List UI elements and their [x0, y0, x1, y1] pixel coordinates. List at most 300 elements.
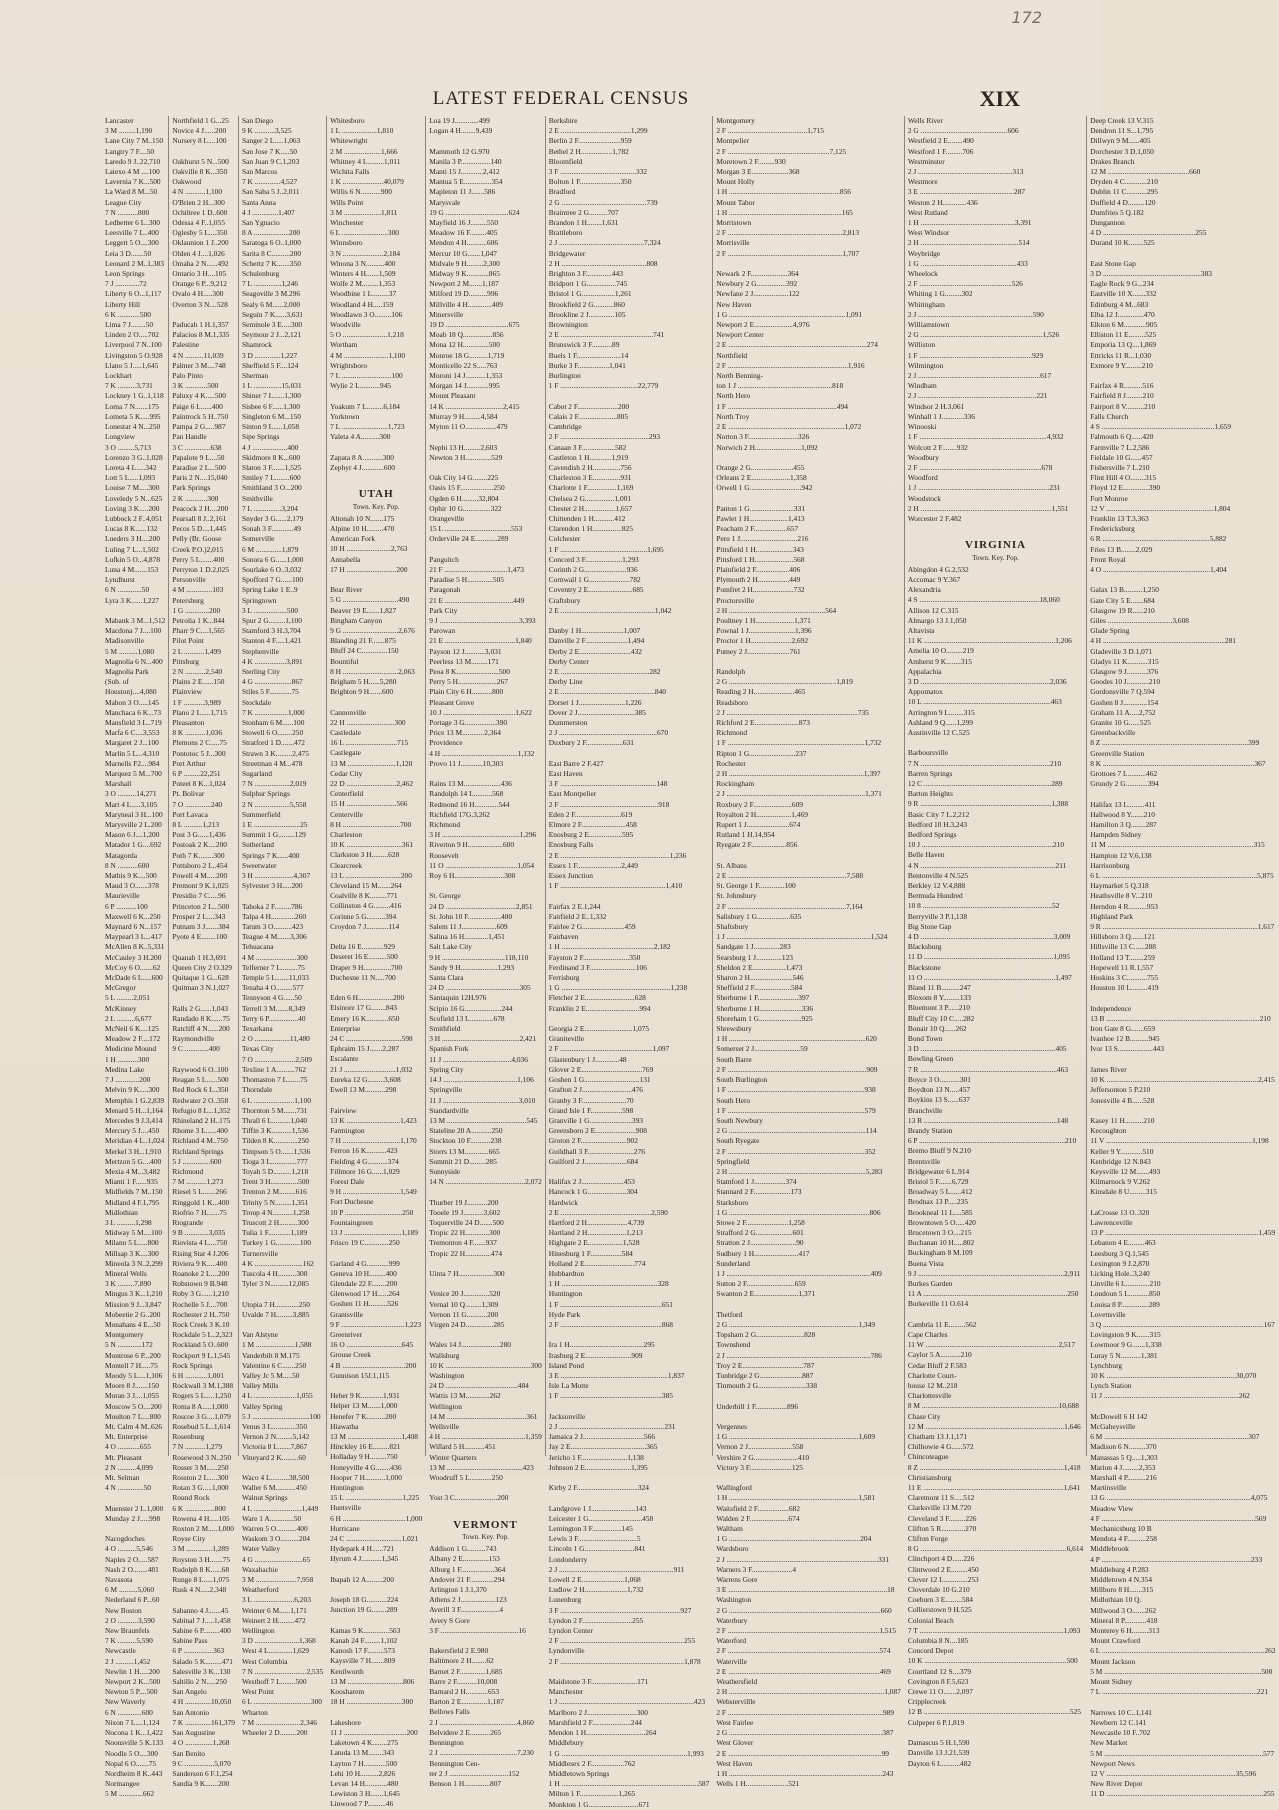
census-entry: Sherman	[241, 371, 269, 381]
census-entry: Slaton 3 F.......1,525	[241, 462, 302, 472]
census-entry: Roby 3 G......1,210	[172, 1289, 229, 1299]
census-entry: Presidio 7 C.....96	[172, 891, 226, 901]
census-entry: McAllen 8 K..5,331	[105, 942, 165, 952]
census-entry: Waitsfield 2 F.................682	[716, 1503, 800, 1513]
census-entry: St. George 1 F..............100	[716, 881, 796, 891]
census-entry	[429, 881, 542, 891]
census-entry: Wellington	[241, 1626, 275, 1636]
census-entry: Amelia 10 O.........219	[907, 646, 974, 656]
census-entry: Dover 2 J...............................385	[548, 707, 646, 717]
census-entry: Rochelle 5 J....700	[172, 1299, 228, 1309]
census-entry	[716, 453, 901, 463]
census-entry: Peacham 2 F..................657	[716, 524, 799, 534]
census-entry: Gate City 5 E.......684	[1090, 595, 1155, 605]
census-entry: 15 L ....................................553	[429, 524, 523, 534]
census-entry: 11 O .......................................................................1,497	[907, 972, 1072, 982]
census-entry: 8 K ...........1,036	[172, 728, 223, 738]
census-entry: Warren 5 O...........400	[241, 1524, 308, 1534]
census-entry	[549, 1402, 710, 1412]
census-entry: Dillwyn 9 M......405	[1090, 136, 1151, 146]
census-entry: 8 N ...........600	[105, 860, 150, 870]
census-entry: Marshall 4 P..........216	[1090, 1473, 1157, 1483]
census-entry: Omaha 2 N......492	[172, 258, 229, 268]
census-entry: Floyd 12 E..............390	[1090, 483, 1161, 493]
census-entry: Wrightsboro	[330, 360, 368, 370]
census-entry: Wallingford	[716, 1483, 752, 1493]
census-entry: Lehi 10 H..........2,826	[330, 1768, 396, 1778]
census-entry: Temple 5 L.......11,033	[241, 973, 309, 983]
census-entry: Salem 11 J...................609	[429, 922, 508, 932]
census-entry: Woodruff 5 L............250	[429, 1473, 503, 1483]
census-entry: Proctor 1 H......................2,692	[716, 636, 809, 646]
census-entry: East Stone Gap	[1090, 258, 1136, 268]
census-entry: Port Arthur	[172, 758, 206, 768]
census-entry: Rockingham	[716, 779, 755, 789]
census-entry: Sabinal 7 J.....1,458	[172, 1615, 231, 1625]
census-entry: Hurricane	[330, 1523, 360, 1533]
census-entry: Rogers 5 L.....1,250	[172, 1391, 232, 1401]
census-entry: Stannard 2 F....................173	[716, 1187, 802, 1197]
census-entry: Roma 8 A.....1,000	[172, 1401, 229, 1411]
census-entry: Kirby 2 F.................................324	[548, 1483, 649, 1493]
census-entry: 17 H ...........................200	[330, 564, 408, 574]
census-entry	[549, 616, 710, 626]
census-entry: 8 K ..................................................................................367	[1090, 758, 1266, 768]
census-entry: Leggett 5 O....300	[105, 238, 159, 248]
census-entry: Ryegate 2 F...................856	[716, 840, 798, 850]
census-entry	[429, 463, 542, 473]
census-entry: 2 J ..........................................4,860	[429, 1717, 534, 1727]
census-entry: 1 F ...........3,989	[172, 697, 221, 707]
census-entry: West Haven	[716, 1758, 753, 1768]
census-entry: Exmore 9 Y.........210	[1090, 360, 1153, 370]
census-entry: Singleton 6 M...150	[241, 411, 301, 421]
census-entry: Troy 2 E.................................787	[716, 1360, 815, 1370]
census-entry: Llano 5 J.....1,645	[105, 360, 159, 370]
census-entry: Springfield	[716, 1156, 750, 1166]
census-entry: 7 L ....................................................................................221	[1090, 1687, 1269, 1697]
census-entry: Bingham Canyon	[330, 615, 383, 625]
census-entry	[330, 1585, 422, 1595]
census-entry: 2 E ...........................................................................274	[716, 340, 878, 350]
census-entry: Waxahachie	[241, 1564, 278, 1574]
census-entry: Summit 21 D.........285	[429, 1156, 497, 1166]
census-entry: Myton 11 O.................479	[429, 422, 508, 432]
census-entry: 6 M ..........5,060	[105, 1585, 155, 1595]
census-entry: Glade Spring	[1090, 626, 1130, 636]
census-entry: Wardsboro	[716, 1544, 749, 1554]
census-entry: Swanton 2 E........................1,371	[716, 1289, 816, 1299]
census-entry: Salado 5 K.........471	[172, 1656, 233, 1666]
census-entry: 13 P ...................................................................................1,459	[1090, 1228, 1276, 1238]
census-entry: Boykins 13 S......637	[907, 1095, 970, 1105]
census-entry: Linden 2 O.....702	[105, 330, 159, 340]
census-entry: Nash 2 O........481	[105, 1564, 159, 1574]
census-entry	[549, 1330, 710, 1340]
census-entry: 4 S .............................................................1,659	[1090, 422, 1232, 432]
census-entry: Hamilton 3 Q........287	[1090, 820, 1157, 830]
census-entry: Ferrisburg	[548, 973, 580, 983]
census-entry: Cabot 2 F......................200	[548, 401, 630, 411]
census-entry: Brodnax 13 P.....235	[907, 1197, 969, 1207]
census-entry: Galax 13 B..........1,250	[1090, 585, 1159, 595]
census-entry: Johnson 2 E.........................1,395	[548, 1462, 648, 1472]
census-entry: Chelsea 2 G................1,001	[548, 493, 632, 503]
census-entry: Courtland 12 S....379	[907, 1666, 972, 1676]
census-entry: Roy 6 H...........................300	[429, 871, 516, 881]
census-entry: Crewe 11 O.......2,097	[907, 1687, 973, 1697]
census-entry: 2 K ............300	[172, 493, 219, 503]
census-entry: Castleton 1 H............1,919	[548, 452, 629, 462]
census-entry: Rosewood 3 N..250	[172, 1452, 232, 1462]
census-entry: Moroni 14 J...........1,353	[429, 371, 503, 381]
census-entry: Danville 13 J.21,539	[907, 1748, 970, 1758]
census-entry: Whitney 4 L.........1,011	[330, 156, 401, 166]
census-entry: Walnut Springs	[241, 1493, 288, 1503]
census-entry: Hooper 7 H...........1,000	[330, 1472, 402, 1482]
census-entry: 9 F ..................................1,223	[330, 1319, 422, 1329]
census-entry: Middlesex 2 F..................762	[548, 1758, 636, 1768]
census-entry: Lubbock 2 F..4,051	[105, 513, 163, 523]
census-entry: Peoa 8 K.......................500	[429, 666, 510, 676]
census-entry: Lunenburg	[548, 1595, 582, 1605]
census-entry: Talpa 4 H.............260	[241, 911, 307, 921]
census-entry: Greenbackville	[1090, 728, 1136, 738]
census-entry: Sabine Pass	[172, 1636, 208, 1646]
census-entry: Rhineland 2 H..175	[172, 1115, 231, 1125]
census-entry: Oasis 15 F..................250	[429, 483, 505, 493]
census-entry: Stamford 1 J.................374	[716, 1177, 797, 1187]
census-entry: 2 G ..........................................................1,819	[716, 677, 853, 687]
census-entry: Waller 6 M...........450	[241, 1483, 307, 1493]
census-entry: Mt. Selman	[105, 1473, 140, 1483]
census-entry: Plains 2 E......150	[172, 677, 225, 687]
census-entry: 3 O ..........14,271	[105, 789, 157, 799]
census-entry: Bentonville 4 N.525	[907, 870, 969, 880]
census-entry: 24 D ......................................2,851	[429, 901, 533, 911]
census-entry: Canaan 3 F..................582	[548, 442, 627, 452]
census-entry: Pharr 9 C....1,565	[172, 626, 225, 636]
census-entry: Rochester	[716, 758, 746, 768]
census-entry: Fairfield 2 E..1,332	[548, 911, 607, 921]
census-entry: 3 C ..............638	[172, 442, 222, 452]
census-entry: Elkton 6 M............905	[1090, 320, 1158, 330]
census-entry	[908, 524, 1083, 534]
census-entry: Ferron 16 K...........423	[330, 1146, 398, 1156]
census-entry: Andover 21 F.............294	[429, 1574, 505, 1584]
census-entry: Brookfield 2 G...........860	[548, 299, 625, 309]
census-entry: 14 N ...........................................2,072	[429, 1177, 542, 1187]
census-entry: Thetford	[716, 1309, 743, 1319]
census-entry: Margaret 2 J...100	[105, 738, 159, 748]
census-entry: Peerless 13 M.........171	[429, 656, 499, 666]
census-entry: Leesburg 3 Q.1,545	[1090, 1248, 1149, 1258]
census-entry: Summit 1 G.........129	[241, 830, 306, 840]
census-entry: Glasgow 9 J...........376	[1090, 666, 1159, 676]
census-entry: Somerville	[241, 534, 275, 544]
census-entry: Austinville 12 C.525	[907, 727, 970, 737]
census-entry: Logan 4 H........9,439	[429, 126, 493, 136]
census-entry: Hinckley 16 E.........821	[330, 1442, 401, 1452]
census-entry: 6 H ............1,001	[172, 1370, 224, 1380]
census-entry: 16 O ..............................645	[330, 1340, 414, 1350]
census-entry: 3 F .................................................................927	[548, 1605, 692, 1615]
census-entry: Bristol 5 F.......6,729	[907, 1176, 969, 1186]
census-entry: 2 F ....................................................................................989	[716, 1707, 895, 1717]
census-entry: Raywood 6 O..100	[172, 1064, 229, 1074]
census-entry: Cripplecreek	[907, 1697, 947, 1707]
census-entry: Shaftsbury	[716, 922, 749, 932]
census-entry: Duffield 4 D.........120	[1090, 197, 1156, 207]
census-entry: Ware 1 A.............50	[241, 1513, 302, 1523]
census-entry: 5 M .....................................................................................500	[1090, 1666, 1273, 1676]
census-entry	[908, 738, 1083, 748]
census-entry: Lovingston 9 K.......315	[1090, 1330, 1161, 1340]
census-entry: 12 M ............................................660	[1090, 167, 1201, 177]
census-entry: Rupert 1 J.......................674	[716, 820, 801, 830]
census-entry: Almargo 13 J.1,050	[907, 615, 967, 625]
census-entry: Milton 1 F.....................1,265	[548, 1789, 636, 1799]
census-entry: Duchesne 11 N.....700	[330, 972, 396, 982]
census-entry: Pleasant Grove	[429, 697, 475, 707]
census-entry: Whiting 1 G.........302	[907, 289, 973, 299]
census-entry	[172, 1055, 235, 1065]
census-entry: 2 J ...........................................................................1,371	[716, 789, 882, 799]
census-entry: Sunnyside	[429, 1166, 461, 1176]
census-entry: Williston	[907, 340, 936, 350]
census-entry: Enterprise	[330, 1023, 361, 1033]
census-entry: 6 L ......................1,100	[241, 1095, 311, 1105]
census-entry	[1090, 1055, 1275, 1065]
census-entry: Memphis 1 G.2,839	[105, 1095, 165, 1105]
census-entry: Yorktown	[330, 411, 360, 421]
census-entry: 9 J ...............................................................................2,911	[907, 1268, 1081, 1278]
census-entry: Sandy 9 H....................1,293	[429, 962, 515, 972]
census-entry: Fort Monroe	[1090, 493, 1128, 503]
census-entry: Chittenden 1 H...........412	[548, 513, 626, 523]
census-entry: Annabella	[330, 554, 361, 564]
census-entry: Oglesby 5 L....350	[172, 228, 228, 238]
census-entry: Bolton 1 F......................350	[548, 177, 632, 187]
census-entry: Sutton 2 F..........................659	[716, 1279, 806, 1289]
census-entry: Kecoughton	[1090, 1126, 1127, 1136]
census-entry: Saltillo 2 N.....250	[172, 1677, 227, 1687]
census-entry: Moretown 2 F.........930	[716, 156, 786, 166]
census-entry: Clover 12 L.............253	[907, 1574, 979, 1584]
census-entry: Stratford 1 D.......472	[241, 738, 306, 748]
census-entry: Victoria 8 L.......7,867	[241, 1442, 308, 1452]
census-entry: Bristol 1 G..................1,261	[548, 289, 632, 299]
census-entry: Paradise 5 H..............505	[429, 575, 504, 585]
census-entry: Troup 4 N...........1,258	[241, 1207, 310, 1217]
census-entry: Collinston 4 G.........416	[330, 901, 402, 911]
census-entry: Wells River	[907, 116, 943, 125]
census-entry: Menard 5 H...1,164	[105, 1105, 163, 1115]
census-entry: 2 N ..........4,099	[105, 1462, 153, 1472]
census-entry: 2 H .......................................................................1,551	[907, 503, 1069, 513]
census-entry: 5 M .............662	[105, 1789, 155, 1799]
census-entry: Derby Center	[548, 656, 589, 666]
census-entry: Sudbury 1 H........................417	[716, 1248, 810, 1258]
census-entry: Deep Creek 13 V.315	[1090, 116, 1154, 125]
census-entry: 6 N .............50	[105, 585, 150, 595]
census-entry: Rosebud 5 L..1,614	[172, 1422, 231, 1431]
census-entry: 7 O ......................2,509	[241, 1054, 312, 1064]
census-entry: 9 C ................5,070	[172, 1758, 231, 1768]
census-entry: 7 K ..............161,379	[172, 1717, 235, 1727]
census-entry: Ewell 13 M...........298	[330, 1085, 397, 1095]
census-entry: Richford 2 E........................873	[716, 717, 810, 727]
census-entry: Brandon 1 H........1,631	[548, 218, 619, 228]
census-entry: Appomatox	[907, 687, 943, 697]
census-entry: Middletown 4 N.354	[1090, 1575, 1153, 1585]
census-entry: Montrose 6 P...200	[105, 1350, 161, 1360]
census-entry: Tenaha 4 O.........577	[241, 983, 304, 993]
census-entry: Cambria 11 E.........562	[907, 1319, 977, 1329]
census-entry: Scipio 16 G....................244	[429, 1003, 513, 1013]
census-entry: Livingston 5 O.928	[105, 350, 163, 360]
census-entry: 2 H ..........................................................................5,283	[716, 1166, 883, 1176]
census-entry: 3 D ......................................................................2,036	[907, 676, 1067, 686]
census-entry: Draper 9 H...............700	[330, 962, 403, 972]
census-entry: Matador 1 G....692	[105, 840, 162, 850]
census-entry: Tinmouth 2 G..........................338	[716, 1381, 818, 1391]
census-entry: North Hero	[716, 391, 751, 401]
census-entry: Ovalo 4 H.....300	[172, 289, 224, 299]
census-entry: Farmville 7 L.2,586	[1090, 442, 1150, 452]
census-entry: 21 F ..................................1,473	[429, 564, 524, 574]
census-entry: Laketown 4 K........275	[330, 1738, 399, 1748]
census-entry: Bridport 1 G................745	[548, 279, 628, 289]
census-entry: Kanab 24 F.........1,102	[330, 1636, 398, 1646]
census-column-1	[102, 116, 168, 1799]
census-entry	[330, 443, 422, 453]
census-entry: Rains 13 M....................436	[429, 779, 512, 789]
census-entry: Glasgow 19 R......210	[1090, 605, 1155, 615]
census-entry: 2 F ................................................293	[548, 432, 661, 442]
census-entry: Eden 6 H...................200	[330, 993, 405, 1003]
census-entry: Grantsville	[330, 1309, 363, 1319]
census-entry: 9 G ..............................2,676	[330, 625, 415, 635]
census-entry: Sheldon 2 E..................1,473	[716, 962, 803, 972]
census-entry: 2 J ..................................................................................331	[716, 1554, 890, 1564]
census-entry: Spring Lake 1 E..9	[241, 585, 298, 595]
census-entry: 9 R .......................................................................1,388	[907, 799, 1069, 809]
census-entry: 1 G ....................................................433	[907, 258, 1028, 268]
census-entry: 2 O ...........3,590	[105, 1615, 155, 1625]
census-entry: Newlin 1 H.....200	[105, 1666, 160, 1676]
census-entry: Cannonville	[330, 707, 367, 717]
census-entry: Brandy Station	[907, 1125, 953, 1135]
census-entry: Minersville	[429, 309, 464, 319]
census-entry: 12 C .....................................................................289	[907, 779, 1063, 788]
census-entry: 7 O ..............240	[172, 799, 223, 809]
census-entry: Shamrock	[241, 340, 272, 350]
census-entry: Sandia 9 K.......200	[172, 1779, 230, 1789]
census-entry: St. John 10 F..................400	[429, 911, 513, 921]
census-entry: Albany 2 E..............153	[429, 1554, 500, 1564]
census-entry: Ludlow 2 H.......................1,732	[548, 1585, 644, 1595]
census-entry: Pampa 2 G.....987	[172, 422, 226, 432]
census-entry: 9 H ..................................118,110	[429, 952, 529, 962]
census-entry: Premont 9 K.1,025	[172, 881, 229, 891]
census-entry: Granville 1 G.......................393	[548, 1115, 644, 1125]
census-entry: 2 M ....................1,666	[330, 146, 398, 156]
census-entry: 2 F ..........................................................................352	[716, 1146, 876, 1156]
census-entry: Sweetwater	[241, 860, 277, 870]
census-entry: Halifax 13 L.........411	[1090, 799, 1156, 809]
census-entry: 22 H ..........................300	[330, 717, 406, 727]
census-entry: Fieldale 10 G......457	[1090, 452, 1153, 462]
census-entry: Valley Mills	[241, 1381, 279, 1391]
census-entry: 5 J ...............600	[172, 1156, 222, 1166]
column-header-town-key-pop: Town. Key. Pop.	[352, 502, 400, 511]
census-entry: Paris 2 N....15,040	[172, 473, 228, 483]
census-entry: Hinesburg 1 F.................584	[548, 1248, 633, 1258]
census-entry: Thurber 19 J...........200	[429, 1197, 499, 1207]
census-entry: 1 H ......................................................................1,581	[716, 1493, 876, 1503]
census-entry: Chincoteague	[907, 1452, 949, 1462]
census-entry: Newport 2 K...500	[105, 1677, 161, 1687]
census-entry: 9 K ...........3,525	[241, 126, 292, 136]
census-entry: Gordonsville 7 Q.594	[1090, 687, 1155, 697]
census-entry: Orwell 1 G............................942	[716, 483, 813, 493]
census-entry: Marshall	[105, 779, 132, 789]
census-entry	[1090, 789, 1275, 799]
census-entry: Loveledy 5 N...625	[105, 493, 163, 503]
census-entry: Cloverdale 10 G.210	[907, 1585, 970, 1595]
census-entry: Midfields 7 M..150	[105, 1187, 163, 1197]
census-entry: 6 L ...............................300	[241, 1697, 322, 1707]
census-entry: 11 J ..................................200	[330, 1727, 418, 1737]
census-entry: Overton 3 N....528	[172, 299, 228, 309]
census-entry: 11 K .......................................................................1,206	[907, 636, 1072, 646]
census-entry: Montpelier	[716, 136, 750, 146]
census-entry: Island Pond	[548, 1360, 584, 1370]
census-entry: 4 G ....................867	[241, 677, 303, 687]
census-entry: Wills Point	[330, 197, 364, 207]
census-entry: 1 H ..........................................................................587	[548, 1779, 710, 1789]
census-entry: Tooele 19 J...........3,602	[429, 1207, 501, 1217]
census-entry: Thornton 5 M.......731	[241, 1105, 308, 1115]
census-entry: Bedford 10 H.3,243	[907, 819, 968, 829]
census-entry: 3 E ..........................................................1,837	[548, 1370, 685, 1380]
census-entry: 2 F ................................................................7,164	[716, 901, 863, 911]
census-entry: Meadow 2 F....172	[105, 1034, 161, 1044]
census-entry: Dryden 4 C............210	[1090, 177, 1158, 187]
census-entry: Huntsville	[330, 1503, 361, 1513]
census-entry	[716, 494, 901, 504]
census-entry: Randado 8 K......75	[172, 1013, 230, 1023]
census-entry: Sharon 2 H.......................546	[716, 973, 804, 983]
census-entry: Uinta 7 H...................300	[429, 1268, 505, 1278]
census-entry: Sandgate 1 J..............283	[716, 942, 791, 952]
census-entry: Clintwood 2 E.........450	[907, 1564, 979, 1574]
census-entry: Branchville	[907, 1105, 943, 1115]
census-entry	[330, 1565, 422, 1575]
census-entry: 24 D .......................................484	[429, 1381, 529, 1391]
census-entry: Summerfield	[241, 809, 281, 819]
census-column-9	[1086, 116, 1278, 1799]
census-entry: San Benito	[172, 1748, 206, 1758]
census-entry: Orange 2 G.......................455	[716, 462, 805, 472]
census-entry: Venice 20 J..............520	[429, 1289, 501, 1299]
census-entry: 1 K ......................40,079	[330, 177, 404, 187]
census-entry: Enosburg Falls	[548, 840, 594, 850]
census-entry: Rosston 2 L.....300	[172, 1473, 229, 1483]
census-entry: Creek P.O.)2,015	[172, 544, 224, 554]
census-entry: Lucas 8 K......132	[105, 524, 158, 534]
